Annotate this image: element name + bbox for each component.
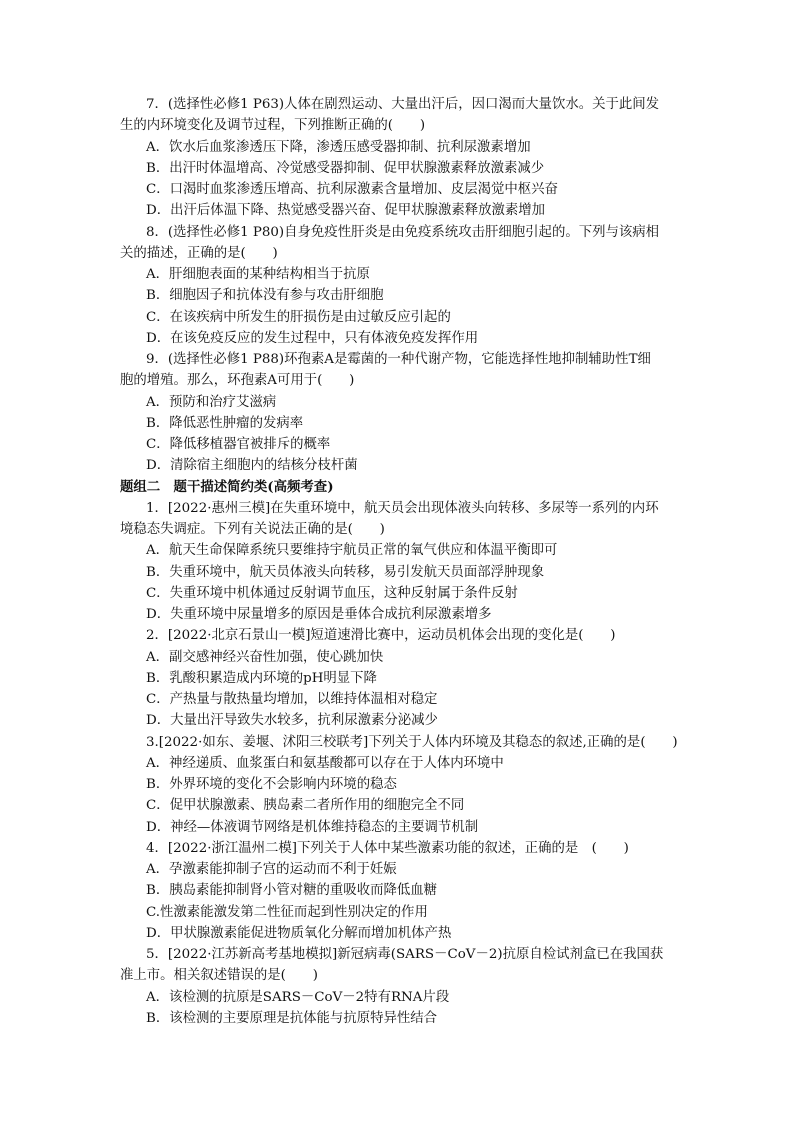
option-d: D．甲状腺激素能促进物质氧化分解而增加机体产热 (146, 925, 452, 941)
option-c: C．失重环境中机体通过反射调节血压，这种反射属于条件反射 (146, 585, 518, 601)
option-d: D．神经—体液调节网络是机体维持稳态的主要调节机制 (146, 819, 479, 835)
question-stem-line: 关的描述，正确的是( ) (120, 245, 278, 261)
option-a: A．神经递质、血浆蛋白和氨基酸都可以存在于人体内环境中 (146, 755, 504, 771)
option-d: D．清除宿主细胞内的结核分枝杆菌 (146, 458, 358, 474)
option-b: B．细胞因子和抗体没有参与攻击肝细胞 (146, 288, 384, 304)
option-a: A．副交感神经兴奋性加强，使心跳加快 (146, 649, 384, 665)
option-a: A．航天生命保障系统只要维持宇航员正常的氧气供应和体温平衡即可 (146, 543, 558, 559)
option-b: B．降低恶性肿瘤的发病率 (146, 415, 304, 431)
option-c: C．在该疾病中所发生的肝损伤是由过敏反应引起的 (146, 309, 451, 325)
group-heading: 题组二 题干描述简约类(高频考查) (120, 478, 334, 495)
question-1 (120, 498, 684, 626)
question-5 (120, 944, 684, 1029)
option-c: C．口渴时血浆渗透压增高、抗利尿激素含量增加、皮层渴觉中枢兴奋 (146, 182, 558, 197)
question-stem-line: 9．(选择性必修1 P88)环孢素A是霉菌的一种代谢产物，它能选择性地抑制辅助性T细 (146, 352, 651, 367)
option-b: B．出汗时体温增高、冷觉感受器抑制、促甲状腺激素释放激素减少 (146, 160, 545, 176)
option-a: A．肝细胞表面的某种结构相当于抗原 (146, 267, 370, 282)
option-c: C．促甲状腺激素、胰岛素二者所作用的细胞完全不同 (146, 798, 465, 814)
question-stem-line: 胞的增殖。那么，环孢素A可用于( ) (120, 373, 355, 389)
option-b: B．胰岛素能抑制肾小管对糖的重吸收而降低血糖 (146, 883, 438, 899)
option-a: A．预防和治疗艾滋病 (146, 394, 277, 410)
option-a: A．饮水后血浆渗透压下降，渗透压感受器抑制、抗利尿激素增加 (146, 139, 531, 155)
question-stem-line: 境稳态失调症。下列有关说法正确的是( ) (120, 522, 385, 537)
question-stem-line: 7．(选择性必修1 P63)人体在剧烈运动、大量出汗后，因口渴而大量饮水。关于此间发 (146, 97, 660, 112)
question-stem-line: 3.[2022·如东、姜堰、沭阳三校联考]下列关于人体内环境及其稳态的叙述,正确的是( ) (146, 734, 678, 750)
question-9 (120, 349, 684, 477)
question-stem-line: 5．[2022·江苏新高考基地模拟]新冠病毒(SARS－CoV－2)抗原自检试剂盒已在我国获 (146, 947, 664, 962)
question-4 (120, 838, 684, 944)
question-stem-line: 1．[2022·惠州三模]在失重环境中，航天员会出现体液头向转移、多尿等一系列的内环 (146, 500, 659, 516)
option-b: B．失重环境中，航天员体液头向转移，易引发航天员面部浮肿现象 (146, 564, 545, 580)
question-stem-line: 2．[2022·北京石景山一模]短道速滑比赛中，运动员机体会出现的变化是( ) (146, 628, 616, 644)
option-c: C．降低移植器官被排斥的概率 (146, 437, 331, 452)
option-b: B．乳酸积累造成内环境的pH明显下降 (146, 670, 377, 686)
option-d: D．大量出汗导致失水较多，抗利尿激素分泌减少 (146, 713, 438, 729)
question-stem-line: 8．(选择性必修1 P80)自身免疫性肝炎是由免疫系统攻击肝细胞引起的。下列与该病相 (146, 224, 660, 240)
question-stem-line: 4．[2022·浙江温州二模]下列关于人体中某些激素功能的叙述，正确的是 ( ) (146, 840, 629, 856)
question-8 (120, 222, 684, 350)
question-3 (120, 732, 684, 838)
option-d: D．失重环境中尿量增多的原因是垂体合成抗利尿激素增多 (146, 607, 492, 622)
option-d: D．在该免疫反应的发生过程中，只有体液免疫发挥作用 (146, 330, 479, 346)
option-a: A．孕激素能抑制子宫的运动而不利于妊娠 (146, 862, 397, 877)
question-stem-line: 准上市。相关叙述错误的是( ) (120, 968, 318, 984)
option-b: B．外界环境的变化不会影响内环境的稳态 (146, 777, 397, 792)
question-2 (120, 625, 684, 731)
question-stem-line: 生的内环境变化及调节过程，下列推断正确的( ) (120, 118, 426, 134)
option-d: D．出汗后体温下降、热觉感受器兴奋、促甲状腺激素释放激素增加 (146, 203, 546, 219)
option-b: B．该检测的主要原理是抗体能与抗原特异性结合 (146, 1010, 438, 1026)
option-c: C.性激素能激发第二性征而起到性别决定的作用 (146, 904, 428, 920)
option-c: C．产热量与散热量均增加，以维持体温相对稳定 (146, 692, 438, 707)
question-7 (120, 94, 684, 222)
option-a: A．该检测的抗原是SARS－CoV－2特有RNA片段 (146, 989, 450, 1005)
